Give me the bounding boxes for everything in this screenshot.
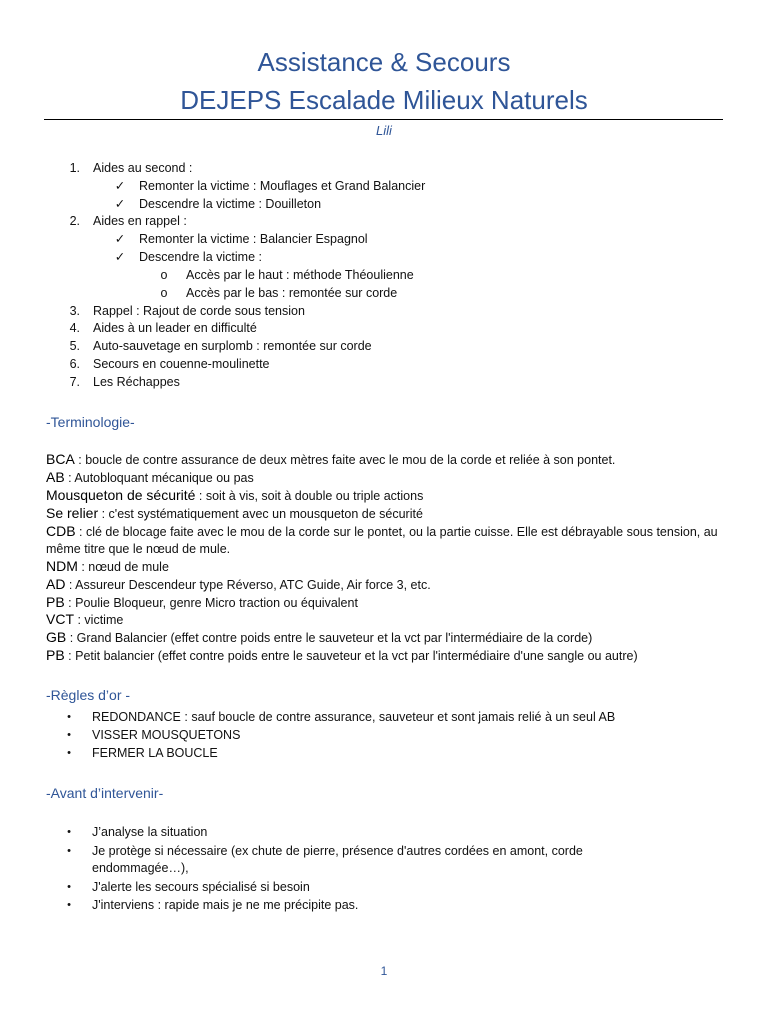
- section-heading-terminologie: -Terminologie-: [46, 414, 135, 430]
- term-entry: [46, 505, 726, 523]
- term-definition: : Grand Balancier (effet contre poids entre le sauveteur et la vct par l'intermédiaire de la corde): [66, 631, 593, 645]
- term-entry: [46, 576, 726, 594]
- list-item-text: J’analyse la situation: [92, 825, 208, 839]
- list-item-text: Accès par le bas : remontée sur corde: [186, 286, 398, 300]
- title-divider: [44, 119, 723, 120]
- term-entry: [46, 647, 726, 665]
- term-abbr: AB: [46, 469, 65, 485]
- term-entry: [46, 451, 726, 469]
- section-heading-avant-intervenir: -Avant d’intervenir-: [46, 785, 164, 801]
- term-abbr: VCT: [46, 611, 74, 627]
- term-entry: [46, 629, 726, 647]
- checkmark-icon: ✓: [114, 197, 126, 211]
- list-item-text: VISSER MOUSQUETONS: [92, 728, 241, 742]
- bullet-icon: •: [67, 845, 71, 857]
- term-entry: [46, 487, 726, 505]
- term-definition: : soit à vis, soit à double ou triple actions: [195, 489, 424, 503]
- term-definition: : victime: [74, 613, 124, 627]
- term-definition: : nœud de mule: [77, 560, 169, 574]
- list-item-text: Auto-sauvetage en surplomb : remontée sur corde: [93, 339, 372, 353]
- list-item-text: Je protège si nécessaire (ex chute de pierre, présence d'autres cordées en amont, corde: [92, 844, 583, 858]
- checkmark-icon: ✓: [114, 250, 126, 264]
- bullet-icon: •: [67, 881, 71, 893]
- section-heading-regles-dor: -Règles d’or -: [46, 687, 131, 703]
- term-abbr: Se relier: [46, 505, 99, 521]
- term-entry: [46, 523, 726, 558]
- author-name: Lili: [376, 123, 392, 138]
- term-abbr: Mousqueton de sécurité: [46, 487, 196, 503]
- term-entry: [46, 558, 726, 576]
- checkmark-icon: ✓: [114, 179, 126, 193]
- list-item-text: endommagée…),: [92, 861, 189, 875]
- bullet-icon: •: [67, 826, 71, 838]
- page-number: 1: [380, 964, 388, 978]
- list-item-text: Aides à un leader en difficulté: [93, 321, 257, 335]
- term-abbr: BCA: [46, 451, 75, 467]
- term-definition: : clé de blocage faite avec le mou de la corde sur le pontet, ou la partie cuisse. Elle est débrayable sous tension, au même titre que le nœud de mule.: [46, 525, 718, 556]
- term-abbr: GB: [46, 629, 67, 645]
- term-abbr: CDB: [46, 523, 76, 539]
- list-number: 2.: [69, 214, 80, 228]
- circle-bullet-icon: o: [160, 268, 168, 282]
- list-item-text: Descendre la victime : Douilleton: [139, 197, 322, 211]
- list-number: 7.: [69, 375, 80, 389]
- bullet-icon: •: [67, 729, 71, 741]
- list-number: 1.: [69, 161, 80, 175]
- bullet-icon: •: [67, 899, 71, 911]
- list-number: 5.: [69, 339, 80, 353]
- bullet-icon: •: [67, 711, 71, 723]
- list-item-text: FERMER LA BOUCLE: [92, 746, 218, 760]
- list-item-text: Secours en couenne-moulinette: [93, 357, 270, 371]
- term-entry: [46, 611, 726, 629]
- list-item-text: Remonter la victime : Mouflages et Grand Balancier: [139, 179, 426, 193]
- term-abbr: NDM: [46, 558, 78, 574]
- list-item-text: Rappel : Rajout de corde sous tension: [93, 304, 305, 318]
- list-item-text: J'interviens : rapide mais je ne me précipite pas.: [92, 898, 359, 912]
- bullet-icon: •: [67, 747, 71, 759]
- list-number: 6.: [69, 357, 80, 371]
- term-abbr: AD: [46, 576, 66, 592]
- list-item-text: Les Réchappes: [93, 375, 180, 389]
- term-abbr: PB: [46, 647, 65, 663]
- list-item-text: Aides au second :: [93, 161, 193, 175]
- list-number: 3.: [69, 304, 80, 318]
- term-definition: : Poulie Bloqueur, genre Micro traction ou équivalent: [64, 596, 358, 610]
- list-item-text: Aides en rappel :: [93, 214, 187, 228]
- list-item-text: Accès par le haut : méthode Théoulienne: [186, 268, 414, 282]
- term-definition: : boucle de contre assurance de deux mètres faite avec le mou de la corde et reliée à son pontet.: [74, 453, 616, 467]
- term-definition: : c'est systématiquement avec un mousqueton de sécurité: [98, 507, 423, 521]
- term-entry: [46, 594, 726, 612]
- term-definition: : Assureur Descendeur type Réverso, ATC Guide, Air force 3, etc.: [65, 578, 431, 592]
- checkmark-icon: ✓: [114, 232, 126, 246]
- list-item-text: REDONDANCE : sauf boucle de contre assurance, sauveteur et sont jamais relié à un seul AB: [92, 710, 616, 724]
- term-entry: [46, 469, 726, 487]
- list-number: 4.: [69, 321, 80, 335]
- document-subtitle: DEJEPS Escalade Milieux Naturels: [180, 85, 588, 115]
- document-title: Assistance & Secours: [257, 47, 511, 77]
- list-item-text: Descendre la victime :: [139, 250, 262, 264]
- list-item-text: J'alerte les secours spécialisé si besoin: [92, 880, 310, 894]
- term-definition: : Autobloquant mécanique ou pas: [64, 471, 254, 485]
- circle-bullet-icon: o: [160, 286, 168, 300]
- list-item-text: Remonter la victime : Balancier Espagnol: [139, 232, 368, 246]
- term-abbr: PB: [46, 594, 65, 610]
- term-definition: : Petit balancier (effet contre poids entre le sauveteur et la vct par l'intermédiaire d'une sangle ou autre): [64, 649, 638, 663]
